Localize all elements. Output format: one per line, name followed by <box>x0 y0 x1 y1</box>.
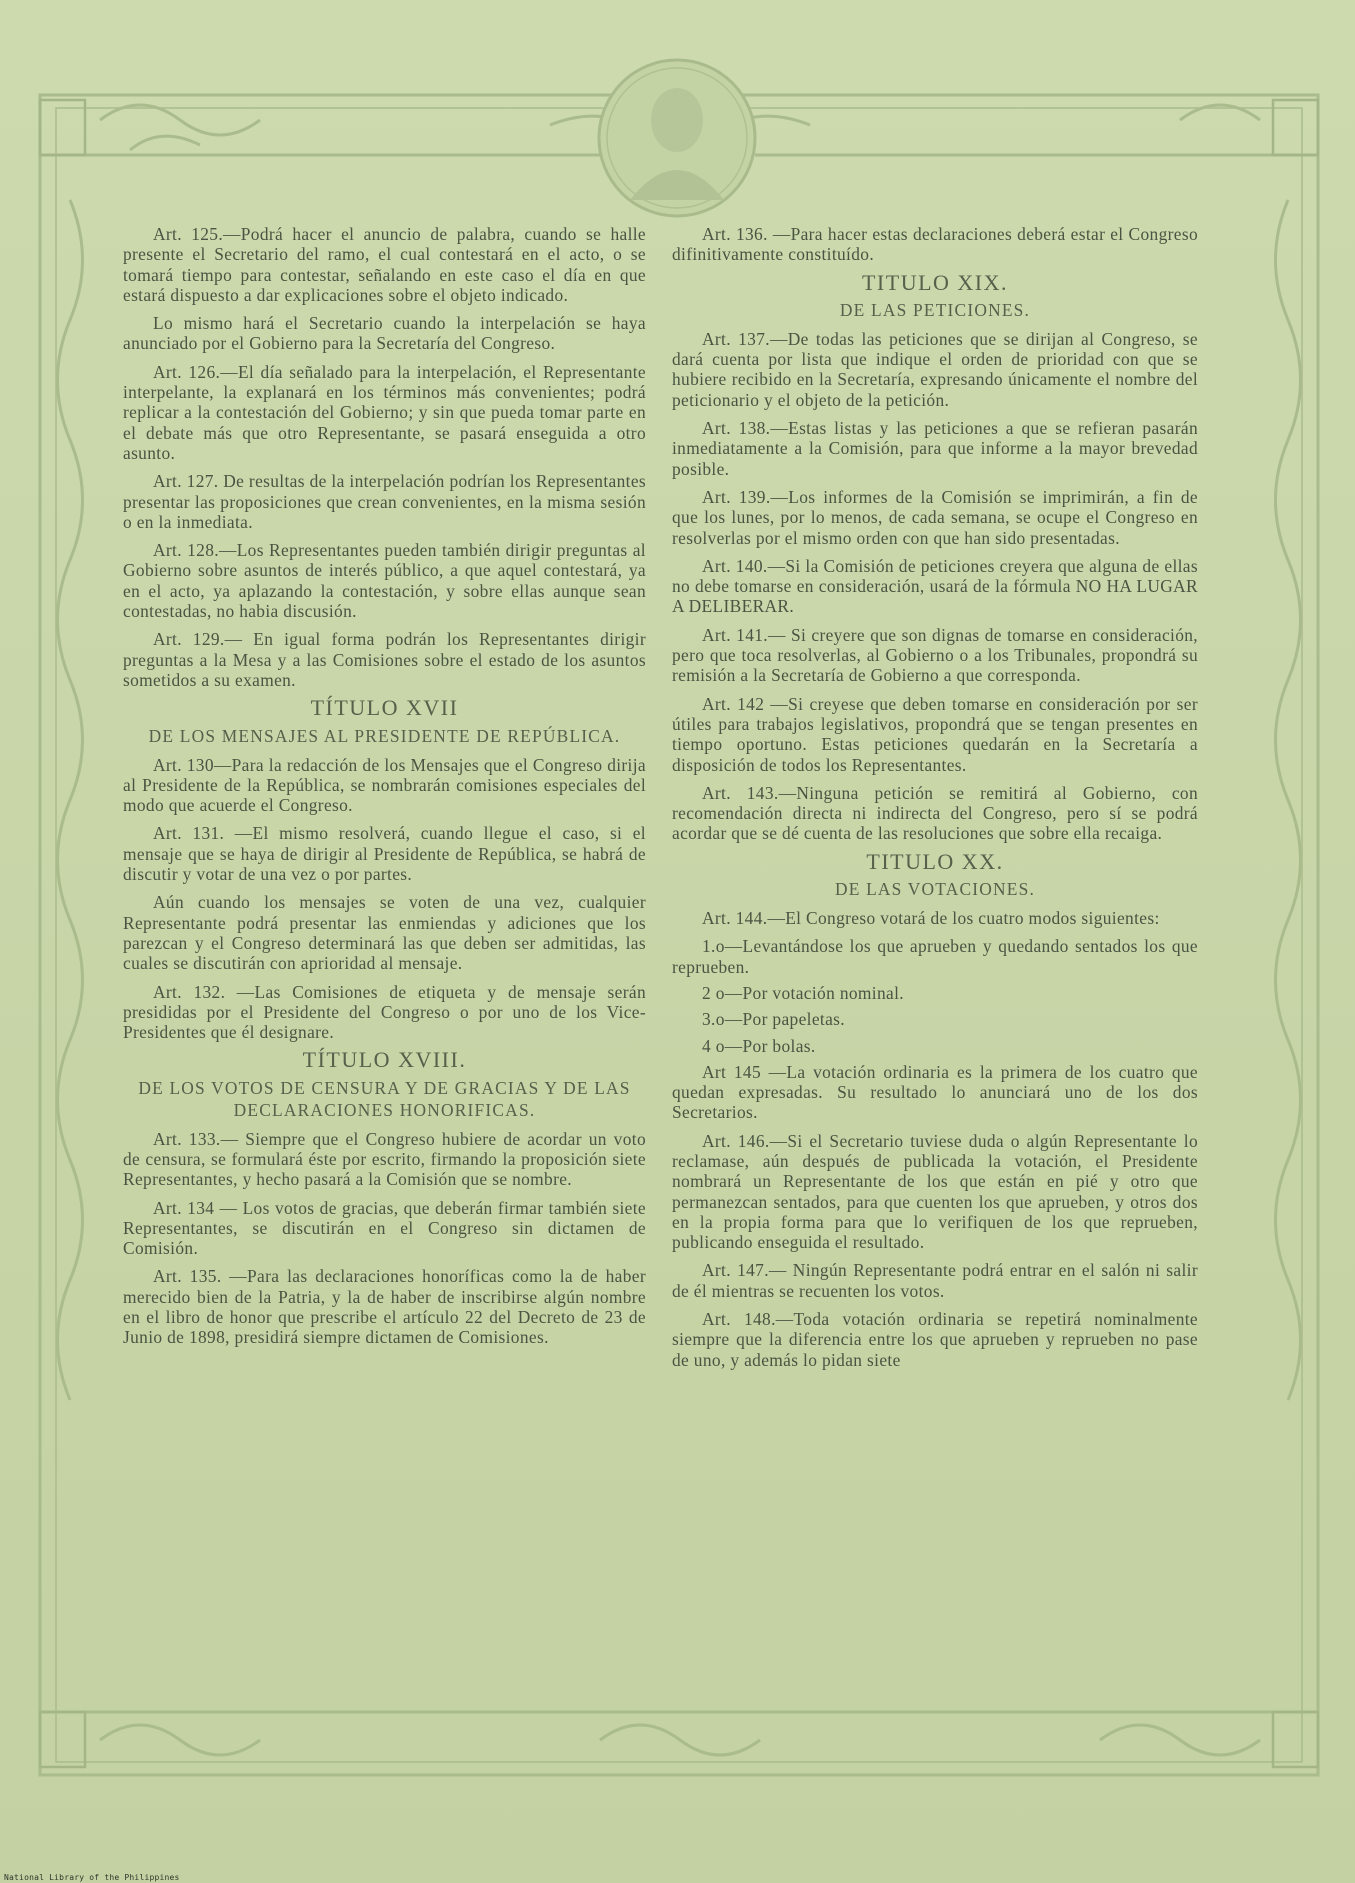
list-item: 2 o—Por votación nominal. <box>702 982 904 1003</box>
right-column <box>672 224 1198 1378</box>
article-paragraph: Art. 127. De resultas de la interpelación podrían los Representantes presentar las proposiciones que crean convenientes, en la misma sesión o en la inmediata. <box>123 471 646 532</box>
article-paragraph: Aún cuando los mensajes se voten de una vez, cualquier Representante podrá presentar las enmiendas y adiciones que los parezcan y el Congreso determinará las que deben ser admitidas, las cuales se discutirán con aprioridad al mensaje. <box>123 892 646 974</box>
section-subtitle: DE LAS VOTACIONES. <box>834 879 1036 900</box>
article-paragraph: Art. 143.—Ninguna petición se remitirá al Gobierno, con recomendación directa ni indirecta del Congreso, pero sí se podrá acordar que se dé cuenta de las resoluciones que sobre ella recaiga. <box>672 782 1198 844</box>
article-paragraph: Art. 126.—El día señalado para la interpelación, el Representante interpelante, la explanará en los términos más convenientes; podrá replicar a la contestación del Gobierno; y sin que pueda tomar parte en el debate más que otro Representante, se pasará enseguida a otro asunto. <box>123 361 646 463</box>
article-paragraph: Art. 130—Para la redacción de los Mensajes que el Congreso dirija al Presidente de la República, se nombrarán comisiones especiales del modo que acuerde el Congreso. <box>123 754 646 816</box>
article-paragraph: Art. 139.—Los informes de la Comisión se imprimirán, a fin de que los lunes, por lo menos, de cada semana, se ocupe el Congreso en resolverlas por el mismo orden con que han sido presentadas. <box>672 486 1198 548</box>
article-paragraph: Lo mismo hará el Secretario cuando la interpelación se haya anunciado por el Gobierno para la Secretaría del Congreso. <box>123 313 646 354</box>
footer-credit: National Library of the Philippines <box>4 1873 180 1882</box>
section-subtitle: DE LAS PETICIONES. <box>839 299 1031 320</box>
section-title: TITULO XX. <box>866 848 1004 874</box>
article-paragraph: Art. 141.— Si creyere que son dignas de tomarse en consideración, pero que toca resolverlas, al Gobierno o a los Tribunales, propondrá su remisión a la Secretaría de Gobierno a que corresponda. <box>672 624 1198 686</box>
article-paragraph: Art. 144.—El Congreso votará de los cuatro modos siguientes: <box>702 908 1160 929</box>
article-paragraph: Art. 136. —Para hacer estas declaraciones deberá estar el Congreso difinitivamente constituído. <box>672 224 1198 265</box>
article-paragraph: Art. 135. —Para las declaraciones honoríficas como la de haber merecido bien de la Patria, y la de haber de inscribirse algún nombre en el libro de honor que prescribe el artículo 22 del Decreto de 23 de Junio de 1898, presidirá siempre dictamen de Comisiones. <box>123 1266 646 1348</box>
portrait-medallion <box>599 60 755 216</box>
article-paragraph: Art. 147.— Ningún Representante podrá entrar en el salón ni salir de él mientras se recuenten los votos. <box>672 1260 1198 1301</box>
section-title: TITULO XIX. <box>861 269 1009 295</box>
article-paragraph: Art. 140.—Si la Comisión de peticiones creyera que alguna de ellas no debe tomarse en consideración, usará de la fórmula NO HA LUGAR A DELIBERAR. <box>672 555 1198 617</box>
article-paragraph: Art. 125.—Podrá hacer el anuncio de palabra, cuando se halle presente el Secretario del ramo, el cual contestará en el acto, o se tomará tiempo para contestar, señalando en este caso el día en que estará dispuesto a dar explicaciones sobre el objeto indicado. <box>123 224 646 305</box>
list-item: 3.o—Por papeletas. <box>702 1009 845 1030</box>
article-paragraph: Art. 142 —Si creyese que deben tomarse en consideración por ser útiles para trabajos legislativos, propondrá que se tengan presentes en tiempo oportuno. Estas peticiones quedarán en la Secretaría a disposición de todos los Representantes. <box>672 693 1198 775</box>
article-paragraph: Art. 148.—Toda votación ordinaria se repetirá nominalmente siempre que la diferencia entre los que aprueben y reprueben no pase de uno, y además lo pidan siete <box>672 1309 1198 1370</box>
list-item: 4 o—Por bolas. <box>702 1035 816 1056</box>
article-paragraph: Art. 133.— Siempre que el Congreso hubiere de acordar un voto de censura, se formulará éste por escrito, firmando la proposición siete Representantes, y hecho pasará a la Comisión que se nombre. <box>123 1128 646 1190</box>
left-column <box>123 224 646 1356</box>
article-paragraph: Art. 128.—Los Representantes pueden también dirigir preguntas al Gobierno sobre asuntos de interés público, a que aquel contestará, ya en el acto, ya aplazando la contestación, y sobre ellas aunque sean contestadas, no habia discusión. <box>123 540 646 622</box>
section-title: TÍTULO XVIII. <box>302 1047 467 1073</box>
article-paragraph: Art. 132. —Las Comisiones de etiqueta y de mensaje serán presididas por el Presidente del Congreso o por uno de los Vice-Presidentes que él designare. <box>123 981 646 1043</box>
section-subtitle: DE LOS MENSAJES AL PRESIDENTE DE REPÚBLICA. <box>148 725 621 746</box>
section-subtitle: DE LOS VOTOS DE CENSURA Y DE GRACIAS Y DE LAS DECLARACIONES HONORIFICAS. <box>138 1077 631 1120</box>
article-paragraph: Art. 131. —El mismo resolverá, cuando llegue el caso, si el mensaje que se haya de dirigir al Presidente de República, se habrá de discutir y votar de una vez o por partes. <box>123 823 646 885</box>
section-title: TÍTULO XVII <box>310 695 459 721</box>
article-paragraph: Art. 129.— En igual forma podrán los Representantes dirigir preguntas a la Mesa y a las Comisiones sobre el estado de los asuntos sometidos a su examen. <box>123 629 646 690</box>
article-paragraph: Art 145 —La votación ordinaria es la primera de los cuatro que quedan expresadas. Su resultado lo anunciará uno de los dos Secretarios. <box>672 1061 1198 1123</box>
article-paragraph: Art. 146.—Si el Secretario tuviese duda o algún Representante lo reclamase, aún después de publicada la votación, el Presidente nombrará un Representante de los que están en pié y otro que permanezcan sentados, para que cuenten los que aprueben, y otros dos en la propia forma para que lo verifiquen de los que reprueben, publicando enseguida el resultado. <box>672 1130 1198 1253</box>
article-paragraph: Art. 137.—De todas las peticiones que se dirijan al Congreso, se dará cuenta por lista que indique el orden de prioridad con que se hubiere recibido en la Secretaría, expresando únicamente el nombre del peticionario y el objeto de la petición. <box>672 328 1198 410</box>
list-item: 1.o—Levantándose los que aprueben y quedando sentados los que reprueben. <box>672 936 1198 977</box>
article-paragraph: Art. 138.—Estas listas y las peticiones a que se refieran pasarán inmediatamente a la Comisión, para que informe a la mayor brevedad posible. <box>672 418 1198 479</box>
article-paragraph: Art. 134 — Los votos de gracias, que deberán firmar también siete Representantes, se discutirán en el Congreso sin dictamen de Comisión. <box>123 1197 646 1259</box>
